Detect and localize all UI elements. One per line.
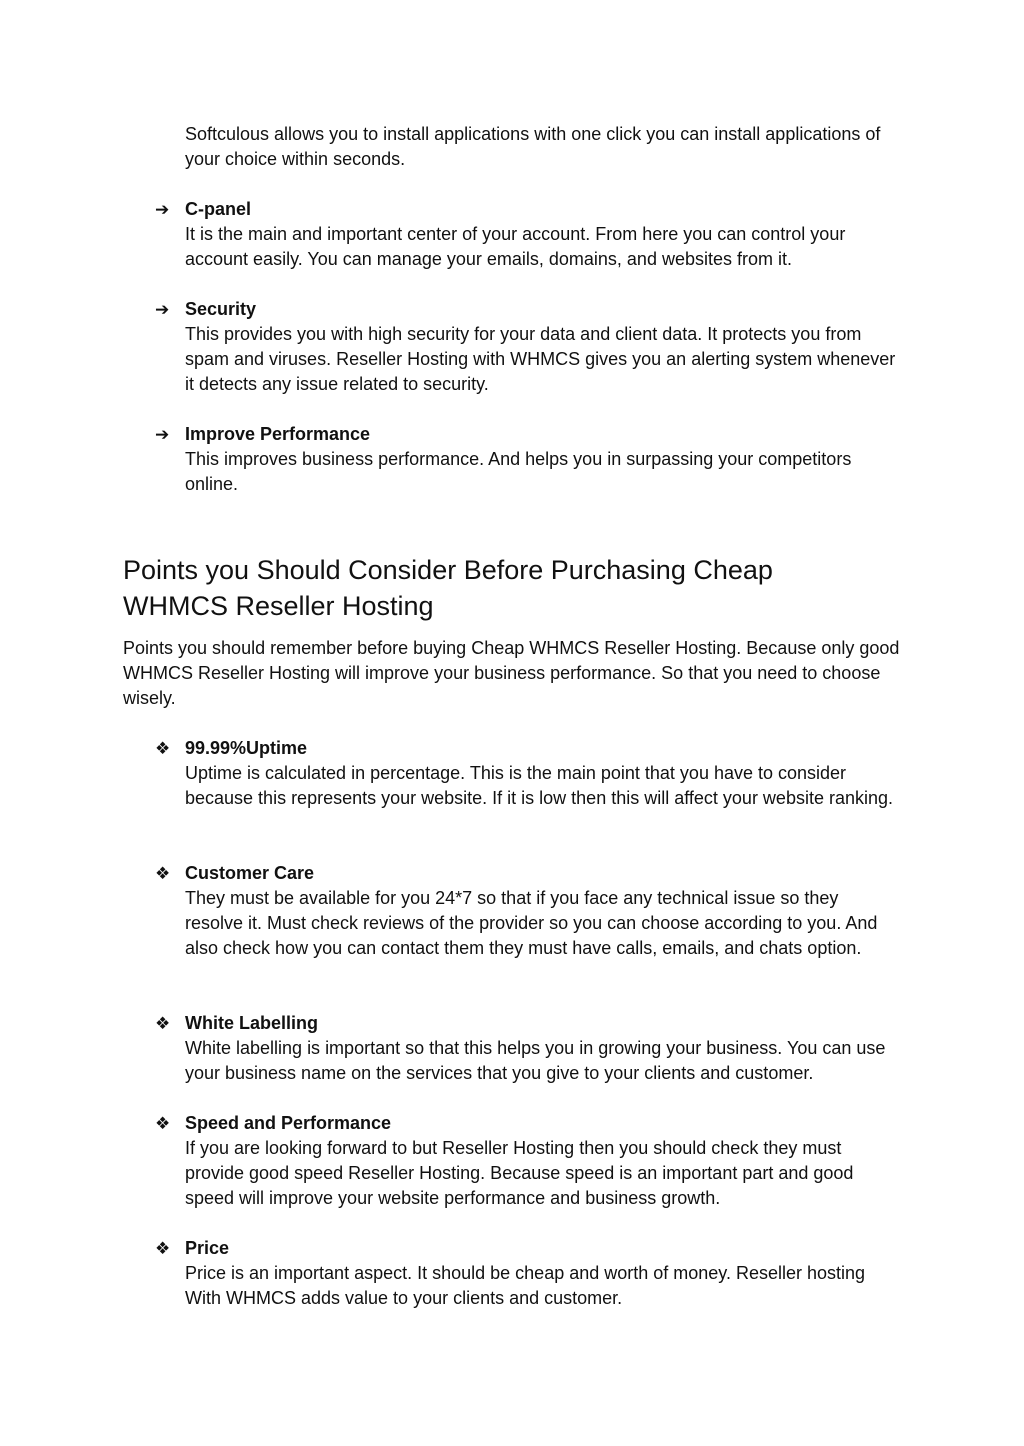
feature-item-security	[155, 297, 900, 397]
section-intro	[123, 636, 903, 711]
point-item-customer-care	[155, 861, 900, 961]
feature-item-cpanel	[155, 197, 900, 272]
section-intro-text: Points you should remember before buying Cheap WHMCS Reseller Hosting. Because only good WHMCS Reseller Hosting will improve your business performance. So that you need to choose wisely.	[123, 638, 900, 708]
point-text: Uptime is calculated in percentage. This is the main point that you have to consider because this represents your website. If it is low then this will affect your website ranking.	[185, 763, 894, 808]
arrow-bullet-icon: ➔	[155, 300, 170, 319]
point-text: White labelling is important so that this helps you in growing your business. You can use your business name on the services that you give to your clients and customer.	[185, 1038, 886, 1083]
feature-text: It is the main and important center of your account. From here you can control your account easily. You can manage your emails, domains, and websites from it.	[185, 224, 846, 269]
diamond-bullet-icon: ❖	[155, 864, 171, 883]
intro-continuation	[185, 122, 900, 172]
diamond-bullet-icon: ❖	[155, 1239, 171, 1258]
point-item-uptime	[155, 736, 900, 811]
point-title: Customer Care	[185, 863, 315, 883]
point-item-speed-performance	[155, 1111, 900, 1211]
point-title: Speed and Performance	[185, 1113, 392, 1133]
diamond-bullet-icon: ❖	[155, 739, 171, 758]
point-text: If you are looking forward to but Reseller Hosting then you should check they must provide good speed Reseller Hosting. Because speed is an important part and good speed will improve your website performance and business growth.	[185, 1138, 854, 1208]
point-item-white-labelling	[155, 1011, 900, 1086]
feature-title: Improve Performance	[185, 424, 371, 444]
point-title: 99.99%Uptime	[185, 738, 308, 758]
feature-title: C-panel	[185, 199, 252, 219]
diamond-bullet-icon: ❖	[155, 1114, 171, 1133]
point-item-price	[155, 1236, 900, 1311]
arrow-bullet-icon: ➔	[155, 425, 170, 444]
feature-title: Security	[185, 299, 257, 319]
point-text: They must be available for you 24*7 so that if you face any technical issue so they resolve it. Must check reviews of the provider so you can choose according to you. And also check how you can contact them they must have calls, emails, and chats option.	[185, 888, 878, 958]
feature-item-improve-performance	[155, 422, 900, 497]
point-text: Price is an important aspect. It should be cheap and worth of money. Reseller hosting With WHMCS adds value to your clients and customer.	[185, 1263, 866, 1308]
diamond-bullet-icon: ❖	[155, 1014, 171, 1033]
section-heading: Points you Should Consider Before Purchasing Cheap WHMCS Reseller Hosting	[123, 555, 773, 621]
point-title: Price	[185, 1238, 230, 1258]
feature-text: This provides you with high security for your data and client data. It protects you from spam and viruses. Reseller Hosting with WHMCS gives you an alerting system whenever it detects any issue related to security.	[185, 324, 896, 394]
feature-text: This improves business performance. And helps you in surpassing your competitors online.	[185, 449, 852, 494]
intro-continuation-text: Softculous allows you to install applications with one click you can install applications of your choice within seconds.	[185, 124, 881, 169]
point-title: White Labelling	[185, 1013, 318, 1033]
arrow-bullet-icon: ➔	[155, 200, 170, 219]
